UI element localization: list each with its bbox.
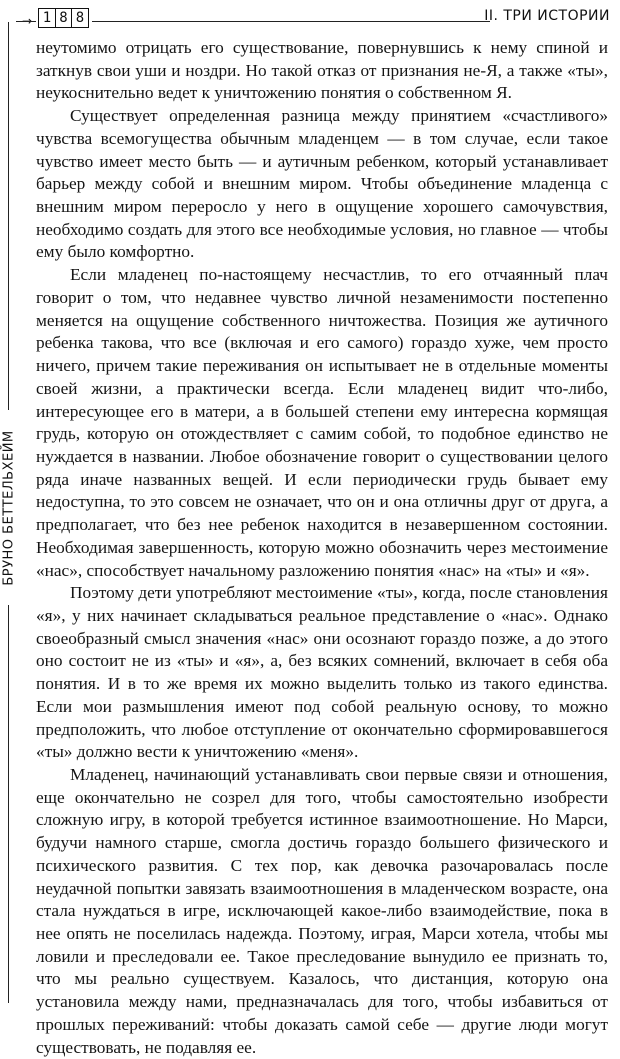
paragraph: Младенец, начинающий устанавливать свои первые связи и отношения, еще окончательно не созрел для того, чтобы самостоятельно изобрести сложную игру, в которой требуется истинное взаимоотношение. Но Марси, будучи намного старше, смогла достичь гораздо большего физического и психического развития. С тех пор, как девочка разочаровалась после неудачной попытки завязать взаимоотношения в младенческом возрасте, она стала нуждаться в игре, исключающей какое-либо взаимодействие, пока в нее опять не поселилась надежда. Поэтому, играя, Марси хотела, чтобы мы ловили и преследовали ее. Такое преследование вынудило ее признать то, что мы реально существуем. Казалось, что дистанция, которую она установила между нами, предназначалась для того, чтобы избавиться от прошлых переживаний: чтобы доказать самой себе — другие люди могут существовать, не подавляя ее. <box>36 765 608 1057</box>
margin-rule-top <box>8 22 9 410</box>
page-number-digit: 1 <box>38 8 56 28</box>
paragraph: Если младенец по-настоящему несчастлив, то его отчаянный плач говорит о том, что недавнее чувство личной незаменимости постепенно меняется на ощущение собственного ничтожества. Позиция же аутичного ребенка такова, что все (включая и его самого) гораздо хуже, чем просто ничего, причем такие переживания он испытывает не в отдельные моменты своей жизни, а практически всегда. Если младенец видит что-либо, интересующее его в матери, а в большей степени ему интересна кормящая грудь, которую он отождествляет с самим собой, то подобное единство не нуждается в названии. Любое обозначение говорит о существовании целого ряда иначе названных вещей. И если периодически грудь бывает ему недоступна, то это совсем не означает, что он и она отличны друг от друга, а предполагает, что без нее ребенок находится в незавершенном состоянии. Необходимая завершенность, которую можно обозначить через местоимение «нас», способствует начальному разложению понятия «нас» на «ты» и «я». <box>36 265 608 580</box>
page-number <box>38 8 88 28</box>
paragraph: неутомимо отрицать его существование, повернувшись к нему спиной и заткнув свои уши и ноздри. Но такой отказ от признания не-Я, а также «ты», неукоснительно ведет к уничтожению понятия о собственном Я. <box>36 38 608 103</box>
page-number-digit: 8 <box>55 8 73 28</box>
margin-rule-bottom <box>8 605 9 1003</box>
author-running-title: БРУНО БЕТТЕЛЬХЕЙМ <box>1 430 17 586</box>
paragraph: Поэтому дети употребляют местоимение «ты», когда, после становления «я», у них начинает складываться реальное представление о «нас». Однако своеобразный смысл значения «нас» они осознают гораздо позже, а до этого оно состоит не из «ты» и «я», а, без всяких сомнений, включает в себя оба понятия. И в то же время их можно выделить только из такого единства. Если мои размышления имеют под собой реальную основу, то можно предположить, что любое отступление от окончательно сформировавшегося «ты» должно вести к уничтожению «меня». <box>36 583 608 762</box>
body-text <box>36 37 608 1059</box>
section-title: II. ТРИ ИСТОРИИ <box>484 8 610 24</box>
header-arrow-icon: → <box>22 14 33 28</box>
header-rule <box>92 21 490 22</box>
paragraph: Существует определенная разница между принятием «счастливого» чувства всемогущества обычным младенцем — в том случае, если такое чувство имеет место быть — и аутичным ребенком, который устанавливает барьер между собой и внешним миром. Чтобы объединение младенца с внешним миром переросло у него в ощущение хорошего самочувствия, необходимо создать для этого все необходимые условия, но главное — чтобы ему было комфортно. <box>36 106 608 262</box>
running-header <box>12 4 612 30</box>
header-rule-left <box>16 21 36 22</box>
page-number-digit: 8 <box>71 8 89 28</box>
